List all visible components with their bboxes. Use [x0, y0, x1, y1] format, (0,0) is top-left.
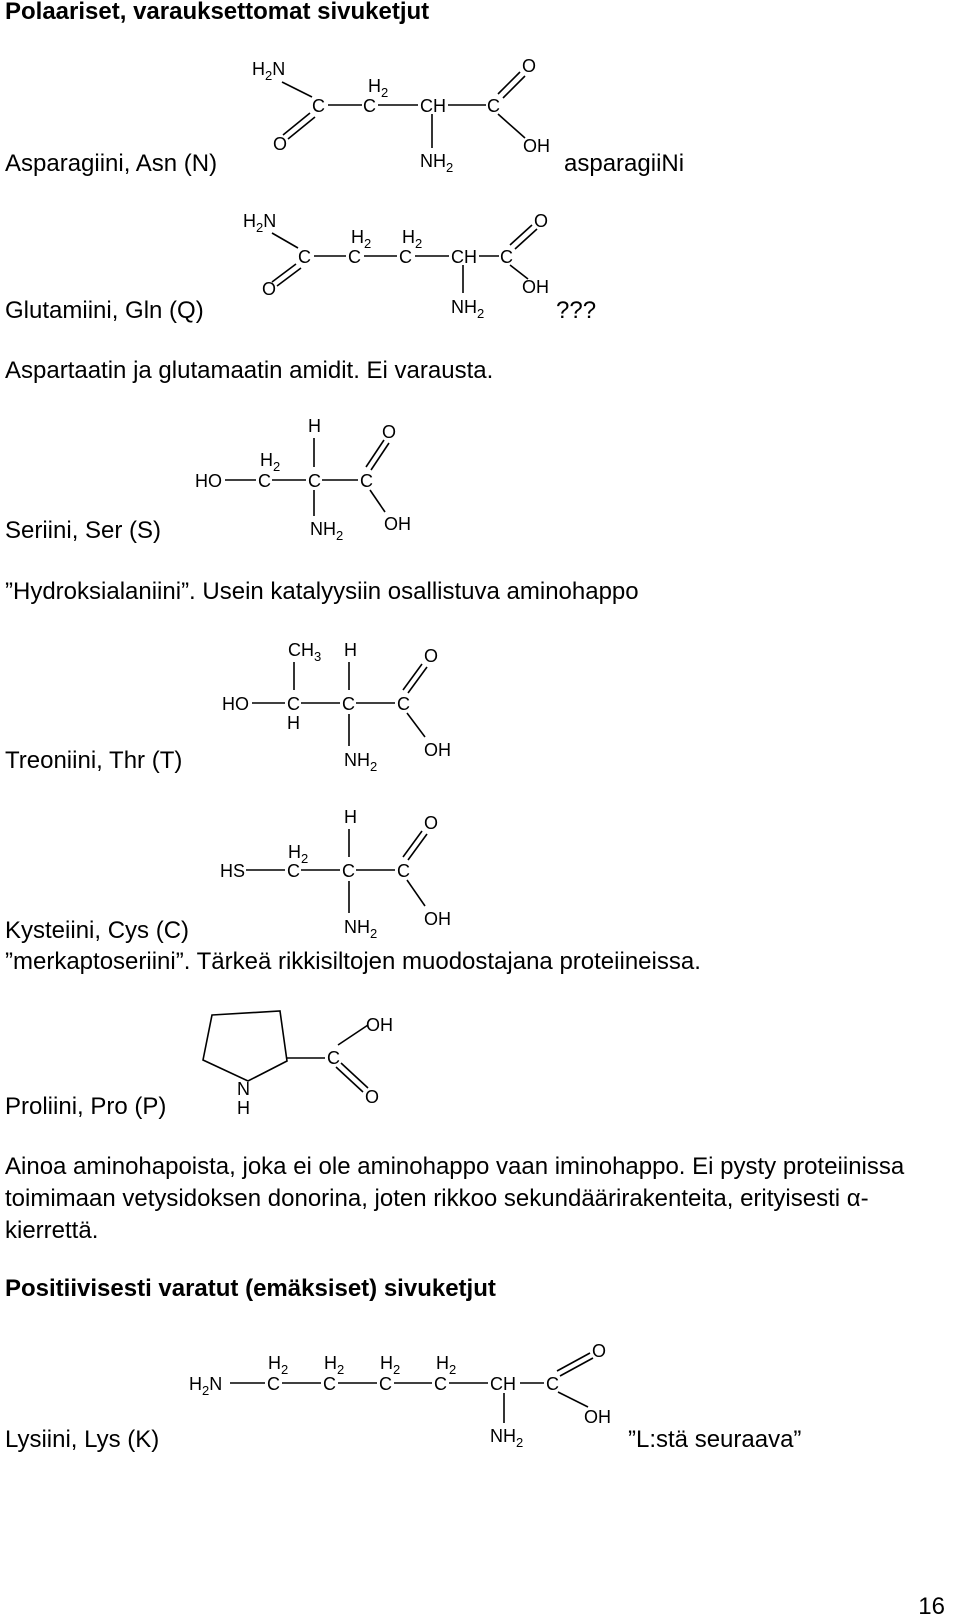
- atom-label: OH: [584, 1407, 611, 1427]
- amino-acid-name: Glutamiini, Gln (Q): [5, 297, 204, 324]
- atom-label: O: [424, 646, 439, 666]
- atom-label: $NH_2$: [310, 519, 344, 543]
- bond: [277, 268, 301, 286]
- atom-label: H: [237, 1098, 250, 1118]
- bond: [515, 229, 537, 249]
- atom-label: O: [522, 56, 537, 76]
- atom-label: C: [360, 471, 373, 491]
- atom-label: O: [273, 134, 288, 154]
- atom-label: C: [397, 861, 410, 881]
- atom-label: O: [424, 813, 439, 833]
- atom-label: CH: [451, 247, 477, 267]
- atom-label: OH: [366, 1015, 393, 1035]
- bond: [370, 490, 385, 512]
- atom-label: C: [379, 1374, 392, 1394]
- amino-acid-name: Kysteiini, Cys (C): [5, 917, 190, 944]
- atom-label: H: [344, 640, 357, 660]
- atom-label: $CH_3$: [288, 640, 322, 664]
- atom-label: $H_2$: [402, 227, 423, 251]
- bond: [282, 82, 312, 97]
- atom-label: O: [365, 1087, 380, 1107]
- note-serine: ”Hydroksialaniini”. Usein katalyysiin osallistuva aminohappo: [5, 578, 639, 605]
- bond: [498, 114, 525, 138]
- atom-label: OH: [384, 514, 411, 534]
- atom-label: $H_2$: [436, 1353, 457, 1377]
- atom-label: C: [397, 694, 410, 714]
- atom-label: $H_2N$: [243, 211, 277, 235]
- bond: [510, 265, 528, 279]
- atom-label: $H_2N$: [252, 59, 286, 83]
- atom-label: O: [592, 1341, 607, 1361]
- atom-label: OH: [523, 136, 550, 156]
- atom-label: $H_2$: [324, 1353, 345, 1377]
- atom-label: $H_2N$: [189, 1374, 223, 1398]
- section-heading-positive: Positiivisesti varatut (emäksiset) sivuketjut: [5, 1275, 496, 1302]
- bond: [272, 264, 296, 282]
- atom-label: CH: [490, 1374, 516, 1394]
- bond: [407, 713, 425, 737]
- note-proline: Ainoa aminohapoista, joka ei ole aminohappo vaan iminohappo. Ei pysty proteiinissa toimimaan vetysidoksen donorina, joten rikkoo sekundäärirakenteita, erityisesti α-kierrettä.: [5, 1153, 905, 1244]
- bond: [503, 76, 525, 98]
- side-note: ???: [556, 297, 597, 324]
- atom-label: OH: [424, 909, 451, 929]
- atom-label: $NH_2$: [490, 1426, 524, 1450]
- section-heading-polar: Polaariset, varauksettomat sivuketjut: [5, 0, 430, 25]
- atom-label: $NH_2$: [344, 750, 378, 774]
- bond: [407, 880, 425, 906]
- atom-label: $NH_2$: [451, 297, 485, 321]
- bond: [498, 72, 520, 94]
- atom-label: HO: [195, 471, 222, 491]
- atom-label: C: [348, 247, 361, 267]
- atom-label: C: [267, 1374, 280, 1394]
- atom-label: C: [258, 471, 271, 491]
- atom-label: C: [308, 471, 321, 491]
- atom-label: $H_2$: [268, 1353, 289, 1377]
- side-note: ”L:stä seuraava”: [628, 1426, 802, 1453]
- bond: [510, 225, 532, 245]
- atom-label: CH: [420, 96, 446, 116]
- atom-label: H: [344, 807, 357, 827]
- note-amides: Aspartaatin ja glutamaatin amidit. Ei varausta.: [5, 357, 494, 384]
- atom-label: C: [363, 96, 376, 116]
- atom-label: C: [287, 861, 300, 881]
- note-cysteine: ”merkaptoseriini”. Tärkeä rikkisiltojen muodostajana proteiineissa.: [5, 948, 701, 975]
- page-number: 16: [918, 1593, 945, 1620]
- atom-label: O: [262, 279, 277, 299]
- atom-label: C: [327, 1048, 340, 1068]
- atom-label: C: [342, 694, 355, 714]
- atom-label: OH: [522, 277, 549, 297]
- atom-label: C: [487, 96, 500, 116]
- atom-label: HS: [220, 861, 246, 881]
- pyrrolidine-ring: [203, 1011, 287, 1081]
- atom-label: H: [308, 416, 321, 436]
- amino-acid-name: Lysiini, Lys (K): [5, 1426, 160, 1453]
- bond: [338, 1025, 368, 1045]
- atom-label: $NH_2$: [420, 151, 454, 175]
- atom-label: C: [342, 861, 355, 881]
- atom-label: C: [312, 96, 325, 116]
- atom-label: C: [434, 1374, 447, 1394]
- atom-label: $NH_2$: [344, 917, 378, 941]
- atom-label: $H_2$: [260, 450, 281, 474]
- bond: [272, 233, 298, 248]
- atom-label: C: [298, 247, 311, 267]
- amino-acid-name: Treoniini, Thr (T): [5, 747, 183, 774]
- atom-label: O: [534, 211, 549, 231]
- atom-label: C: [323, 1374, 336, 1394]
- bond: [558, 1392, 588, 1407]
- atom-label: H: [287, 713, 300, 733]
- amino-acid-name: Seriini, Ser (S): [5, 517, 162, 544]
- amino-acid-name: Asparagiini, Asn (N): [5, 150, 218, 177]
- atom-label: OH: [424, 740, 451, 760]
- atom-label: C: [399, 247, 412, 267]
- side-note: asparagiiNi: [564, 150, 685, 177]
- atom-label: O: [382, 422, 397, 442]
- atom-label: HO: [222, 694, 249, 714]
- atom-label: $H_2$: [288, 842, 309, 866]
- atom-label: C: [287, 694, 300, 714]
- atom-label: $H_2$: [380, 1353, 401, 1377]
- atom-label: $H_2$: [351, 227, 372, 251]
- amino-acid-name: Proliini, Pro (P): [5, 1093, 167, 1120]
- atom-label: C: [500, 247, 513, 267]
- atom-label: N: [237, 1079, 250, 1099]
- atom-label: $H_2$: [368, 76, 389, 100]
- atom-label: C: [546, 1374, 559, 1394]
